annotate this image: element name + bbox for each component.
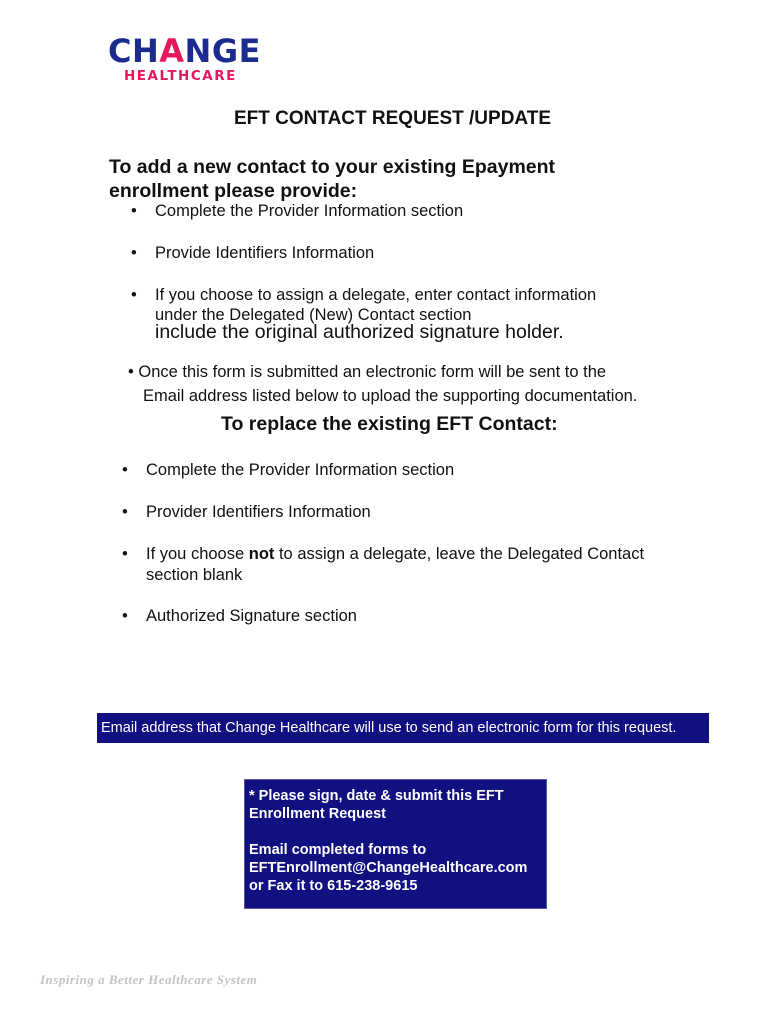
- bullet-icon: •: [122, 607, 128, 625]
- logo-subtitle: HEALTHCARE: [124, 68, 237, 84]
- bullet-icon: •: [131, 244, 137, 262]
- bullet-icon: •: [122, 461, 128, 479]
- logo-wordmark: CHANGE: [108, 32, 261, 70]
- page-title: EFT CONTACT REQUEST /UPDATE: [234, 108, 552, 129]
- submission-note: • Once this form is submitted an electronic form will be sent to the Email address listed below to upload the supporting documentation.: [128, 363, 638, 405]
- footer-tagline: Inspiring a Better Healthcare System: [40, 972, 258, 987]
- submit-instructions-box: * Please sign, date & submit this EFT Enrollment Request Email completed forms to EFTEnrollment@ChangeHealthcare.com or Fax it to 615-238-9615: [244, 779, 547, 909]
- email-address-field[interactable]: Email address that Change Healthcare will use to send an electronic form for this request.: [97, 713, 709, 743]
- bullet-icon: •: [131, 202, 137, 220]
- bullet-icon: •: [131, 286, 137, 304]
- replace-contact-heading: To replace the existing EFT Contact:: [221, 413, 558, 435]
- bullet-icon: •: [122, 503, 128, 521]
- add-contact-heading: To add a new contact to your existing Epayment enrollment please provide:: [109, 156, 556, 202]
- bullet-icon: •: [122, 545, 128, 563]
- enrollment-email-link[interactable]: EFTEnrollment@ChangeHealthcare.com: [249, 860, 528, 876]
- change-healthcare-logo: [108, 34, 268, 86]
- signature-note: include the original authorized signature holder.: [155, 321, 564, 343]
